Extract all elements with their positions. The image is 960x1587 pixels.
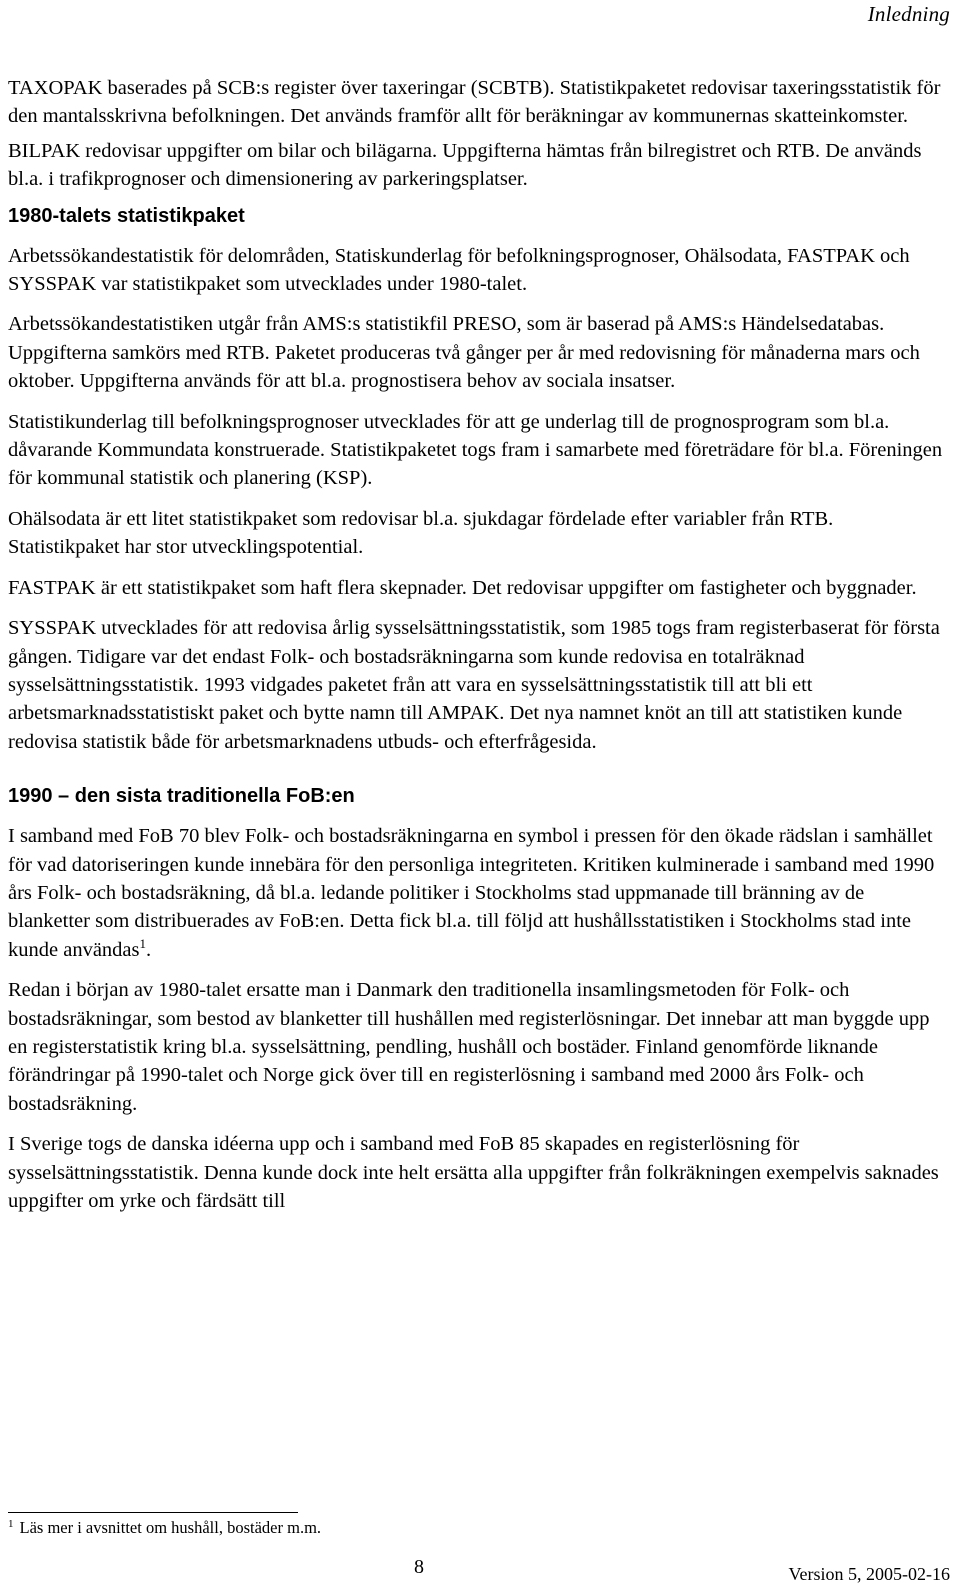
intro-section (8, 74, 948, 194)
paragraph-taxopak: TAXOPAK baserades på SCB:s register över taxeringar (SCBTB). Statistikpaketet redovisar taxeringsstatistik för den mantalsskrivna befolkningen. Det används framför allt för beräkningar av kommunernas skatteinkomster. (8, 77, 941, 128)
section-heading-1980s: 1980-talets statistikpaket (8, 204, 245, 227)
footnote-divider (8, 1512, 298, 1513)
version-label: Version 5, 2005-02-16 (788, 1564, 950, 1584)
running-header-title: Inledning (867, 2, 950, 26)
footnote-number: 1 (8, 1518, 14, 1530)
paragraph-arbetssokande: Arbetssökandestatistiken utgår från AMS:s statistikfil PRESO, som är baserad på AMS:s Händelsedatabas. Uppgifterna samkörs med RTB. Paketet produceras två gånger per år med redovisning för månaderna mars och oktober. Uppgifterna används för att bl.a. prognostisera behov av sociala insatser. (8, 313, 920, 393)
paragraph-befolkningsprognoser: Statistikunderlag till befolkningsprognoser utvecklades för att ge underlag till de prognosprogram som bl.a. dåvarande Kommundata konstruerade. Statistikpaketet togs fram i samarbete med företrädare för bl.a. Föreningen för kommunal statistik och planering (KSP). (8, 410, 943, 490)
paragraph-fob70-end: . (146, 938, 152, 961)
paragraph-ohalsodata: Ohälsodata är ett litet statistikpaket som redovisar bl.a. sjukdagar fördelade efter variabler från RTB. Statistikpaket har stor utvecklingspotential. (8, 507, 834, 559)
paragraph-danmark: Redan i början av 1980-talet ersatte man i Danmark den traditionella insamlingsmetoden för Folk- och bostadsräkningar, som bestod av blanketter till hushållen med registerlösningar. Det innebar att man byggde upp en registerstatistik kring bl.a. sysselsättning, pendling, hushåll och bostäder. Finland genomförde liknande förändringar på 1990-talet och Norge gick över till en registerlösning i samband med 2000 års Folk- och bostadsräkning. (8, 979, 930, 1115)
paragraph-fob70-text: I samband med FoB 70 blev Folk- och bostadsräkningarna en symbol i pressen för den ökade rädslan i samhället för vad datoriseringen kunde innebära för den personliga integriteten. Kritiken kulminerade i samband med 1990 års Folk- och bostadsräkning, då bl.a. ledande politiker i Stockholms stad uppmanade till bränning av de blanketter som distribuerades av FoB:en. Detta fick bl.a. till följd att hushållsstatistiken i Stockholms stad inte kunde användas (8, 825, 935, 961)
paragraph-sysspak: SYSSPAK utvecklades för att redovisa årlig sysselsättningsstatistik, som 1985 togs fram registerbaserat för första gången. Tidigare var det endast Folk- och bostadsräkningarna som kunde redovisa en totalräknad sysselsättningsstatistik. 1993 vidgades paketet från att vara en sysselsättningsstatistik till att bli ett arbetsmarknadsstatistiskt paket och bytte namn till AMPAK. Det nya namnet knöt an till att statistiken kunde redovisa statistik både för arbetsmarknadens utbuds- och efterfrågesida. (8, 617, 940, 753)
paragraph-arbetssokande-intro: Arbetssökandestatistik för delområden, Statiskunderlag för befolkningsprognoser, Ohälsodata, FASTPAK och SYSSPAK var statistikpaket som utvecklades under 1980-talet. (8, 244, 910, 296)
page-number: 8 (414, 1556, 424, 1578)
section-heading-1990-fob: 1990 – den sista traditionella FoB:en (8, 785, 355, 808)
paragraph-fastpak: FASTPAK är ett statistikpaket som haft flera skepnader. Det redovisar uppgifter om fastigheter och byggnader. (8, 576, 917, 599)
footnote-text: Läs mer i avsnittet om hushåll, bostäder m.m. (19, 1518, 322, 1537)
footnote (8, 1518, 321, 1538)
paragraph-fob70 (8, 822, 948, 964)
document-body (8, 74, 948, 1227)
footnote-reference[interactable]: 1 (139, 935, 146, 951)
paragraph-bilpak: BILPAK redovisar uppgifter om bilar och bilägarna. Uppgifterna hämtas från bilregistret och RTB. De används bl.a. i trafikprognoser och dimensionering av parkeringsplatser. (8, 139, 922, 191)
paragraph-sverige: I Sverige togs de danska idéerna upp och i samband med FoB 85 skapades en registerlösning för sysselsättningsstatistik. Denna kunde dock inte helt ersätta alla uppgifter från folkräkningen exempelvis saknades uppgifter om yrke och färdsätt till (8, 1133, 939, 1212)
